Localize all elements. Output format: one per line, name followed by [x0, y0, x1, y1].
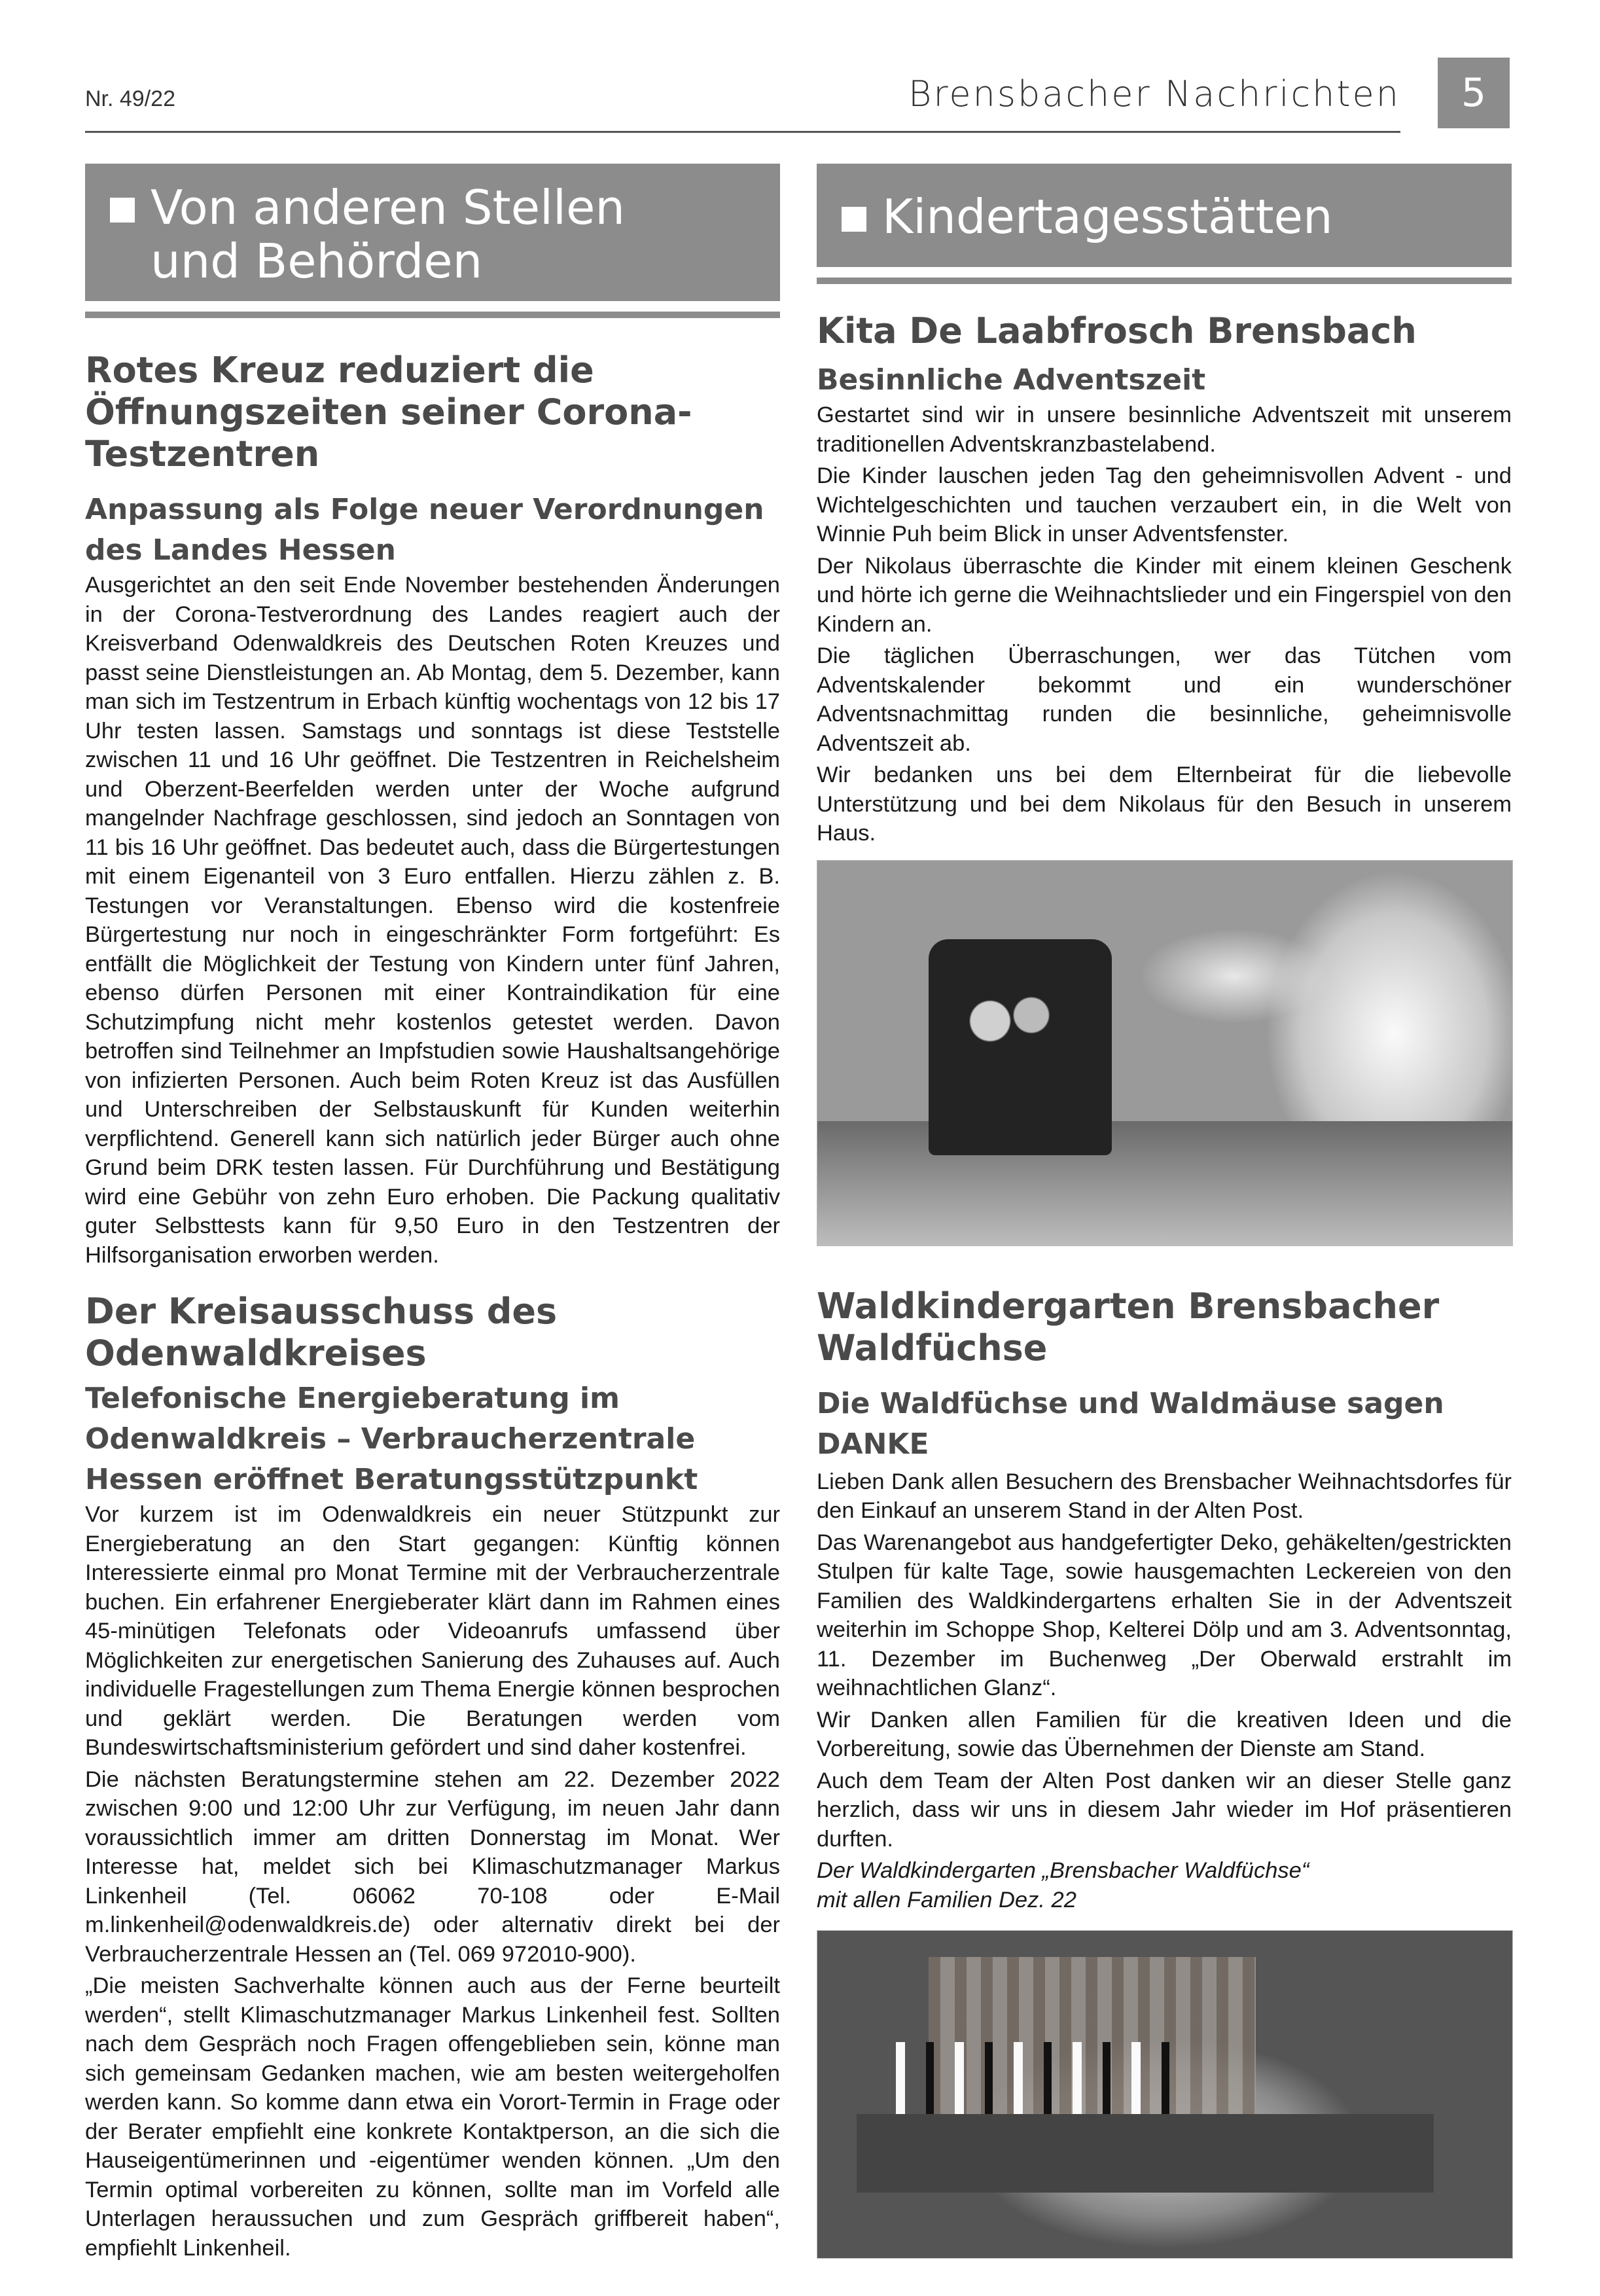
article-title: Rotes Kreuz reduziert die Öffnungszeiten seiner Corona-Testzentren	[85, 350, 692, 475]
article-paragraph: Die nächsten Beratungstermine stehen am 22. Dezember 2022 zwischen 9:00 und 12:00 Uhr zur Verfügung, im neuen Jahr dann voraussichtlich immer am dritten Donnerstag im Monat. Wer Interesse hat, meldet sich bei Klimaschutzmanager Markus Linkenheil (Tel. 06062 70-108 oder E-Mail m.linkenheil@odenwaldkreis.de) oder alternativ direkt bei der Verbraucherzentrale Hessen an (Tel. 069 972010-900).	[85, 1767, 780, 1967]
issue-number: Nr. 49/22	[85, 86, 175, 111]
article-subtitle: Besinnliche Adventszeit	[817, 363, 1206, 397]
masthead: Brensbacher Nachrichten	[908, 73, 1400, 115]
left-column	[85, 164, 780, 2261]
article-paragraph: „Die meisten Sachverhalte können auch aus der Ferne beurteilt werden“, stellt Klimaschutzmanager Markus Linkenheil fest. Sollten nach dem Gespräch noch Fragen offengeblieben sein, könne man sich gemeinsam Gedanken machen, wie am besten weitergeholfen werden kann. So komme dann etwa ein Vorort-Termin in Frage oder der Berater empfiehlt eine konkrete Kontaktperson, an die sich die Hauseigentümerinnen und -eigentümer wenden können. „Um den Termin optimal vorbereiten zu können, sollte man im Vorfeld alle Unterlagen heraussuchen und zum Gespräch griffbereit haben“, empfiehlt Linkenheil.	[85, 1973, 780, 2261]
section-title-line2: und Behörden	[151, 234, 483, 289]
photo-toys	[955, 992, 1073, 1050]
article-title: Kita De Laabfrosch Brensbach	[817, 310, 1417, 351]
article-paragraph: Vor kurzem ist im Odenwaldkreis ein neuer Stützpunkt zur Energieberatung an den Start gegangen: Künftig können Interessierte einmal pro Monat Termine mit der Verbraucherzentrale buchen. Ein erfahrener Energieberater klärt dann im Rahmen eines 45-minütigen Telefonats oder Videoanrufs umfassend über Möglichkeiten zur energetischen Sanierung des Zuhauses auf. Auch individuelle Fragestellungen zum Thema Energie können besprochen und geklärt werden. Die Beratungen werden vom Bundeswirtschaftsministerium gefördert und sind daher kostenfrei.	[85, 1502, 780, 1760]
article-paragraph: Auch dem Team der Alten Post danken wir an dieser Stelle ganz herzlich, dass wir uns in diesem Jahr wieder im Hof präsentieren durften.	[817, 1768, 1512, 1852]
article-paragraph: Die täglichen Überraschungen, wer das Tütchen vom Adventskalender bekommt und ein wunderschöner Adventsnachmittag runden die besinnliche, geheimnisvolle Adventszeit ab.	[817, 643, 1512, 756]
header-rule	[85, 131, 1400, 133]
article-title: Waldkindergarten Brensbacher Waldfüchse	[817, 1285, 1440, 1369]
section-banner-behoerden	[85, 164, 780, 301]
section-title: Kindertagesstätten	[882, 189, 1333, 244]
banner-underline	[817, 278, 1512, 284]
article-subtitle: Telefonische Energieberatung im Odenwaldkreis – Verbraucherzentrale Hessen eröffnet Beratungsstützpunkt	[85, 1382, 698, 1496]
banner-underline	[85, 312, 780, 318]
article-paragraph: Lieben Dank allen Besuchern des Brensbacher Weihnachtsdorfes für den Einkauf an unserem Stand in der Alten Post.	[817, 1469, 1512, 1523]
photo-kita-adventsfenster	[817, 860, 1513, 1246]
article-subtitle: Die Waldfüchse und Waldmäuse sagen DANKE	[817, 1386, 1444, 1461]
square-bullet-icon	[842, 207, 866, 232]
article-title: Der Kreisausschuss des Odenwaldkreises	[85, 1291, 558, 1374]
photo-market-stand	[817, 1930, 1513, 2259]
square-bullet-icon	[110, 198, 135, 223]
section-title-line1: Von anderen Stellen	[151, 180, 625, 235]
article-paragraph: Gestartet sind wir in unsere besinnliche Adventszeit mit unserem traditionellen Adventskranzbastelabend.	[817, 403, 1512, 457]
page-number: 5	[1438, 58, 1510, 128]
article-paragraph: Der Nikolaus überraschte die Kinder mit einem kleinen Geschenk und hörte ich gerne die Weihnachtslieder und ein Fingerspiel von den Kindern an.	[817, 553, 1512, 637]
photo-floor	[817, 1121, 1512, 1246]
signature-line: mit allen Familien Dez. 22	[817, 1887, 1076, 1912]
photo-candles	[896, 2042, 1171, 2121]
article-paragraph: Wir bedanken uns bei dem Elternbeirat für die liebevolle Unterstützung und bei dem Nikolaus für den Besuch in unserem Haus.	[817, 762, 1512, 846]
right-column	[817, 164, 1512, 2244]
article-paragraph: Wir Danken allen Familien für die kreativen Ideen und die Vorbereitung, sowie das Übernehmen der Dienste am Stand.	[817, 1707, 1512, 1761]
article-paragraph: Das Warenangebot aus handgefertigter Deko, gehäkelten/gestrickten Stulpen für kalte Tage, sowie hausgemachten Leckereien von den Familien des Waldkindergartens erhalten Sie in der Adventszeit weiterhin im Schoppe Shop, Kelterei Dölp und am 3. Adventsonntag, 11. Dezember im Buchenweg „Der Oberwald erstrahlt im weihnachtlichen Glanz“.	[817, 1530, 1512, 1700]
section-banner-kitas	[817, 164, 1512, 267]
article-body: Ausgerichtet an den seit Ende November bestehenden Änderungen in der Corona-Testverordnung des Landes reagiert auch der Kreisverband Odenwaldkreis des Deutschen Roten Kreuzes und passt seine Dienstleistungen an. Ab Montag, dem 5. Dezember, kann man sich im Testzentrum in Erbach künftig wochentags von 12 bis 17 Uhr testen lassen. Samstags und sonntags ist diese Teststelle zwischen 11 und 16 Uhr geöffnet. Die Testzentren in Reichelsheim und Oberzent-Beerfelden werden unter der Woche aufgrund mangelnder Nachfrage geschlossen, sind jedoch an Sonntagen von 11 bis 16 Uhr geöffnet. Das bedeutet auch, dass die Bürgertestungen mit einem Eigenanteil von 3 Euro entfallen. Hierzu zählen z. B. Testungen vor Veranstaltungen. Ebenso wird die kostenfreie Bürgertestung nur noch in eingeschränkter Form fortgeführt: Es entfällt die Möglichkeit der Testung von Kindern unter fünf Jahren, ebenso dürfen Personen mit einer Kontraindikation für eine Schutzimpfung nicht mehr kostenlos getestet werden. Davon betroffen sind Teilnehmer an Impfstudien sowie Haushaltsangehörige von infizierten Personen. Auch beim Roten Kreuz ist das Ausfüllen und Unterschreiben der Selbstauskunft für Kunden weiterhin verpflichtend. Generell kann sich natürlich jeder Bürger auch ohne Grund beim DRK testen lassen. Für Durchführung und Bestätigung wird eine Gebühr von zehn Euro erhoben. Die Packung qualitativ guter Selbsttests kann für 9,50 Euro in den Testzentren der Hilfsorganisation erworben werden.	[85, 573, 780, 1268]
article-paragraph: Die Kinder lauschen jeden Tag den geheimnisvollen Advent - und Wichtelgeschichten und tauchen verzaubert ein, in die Welt von Winnie Puh beim Blick in unser Adventsfenster.	[817, 463, 1512, 547]
signature-line: Der Waldkindergarten „Brensbacher Waldfüchse“	[817, 1858, 1309, 1883]
photo-table	[857, 2114, 1434, 2193]
article-subtitle: Anpassung als Folge neuer Verordnungen des Landes Hessen	[85, 493, 764, 567]
